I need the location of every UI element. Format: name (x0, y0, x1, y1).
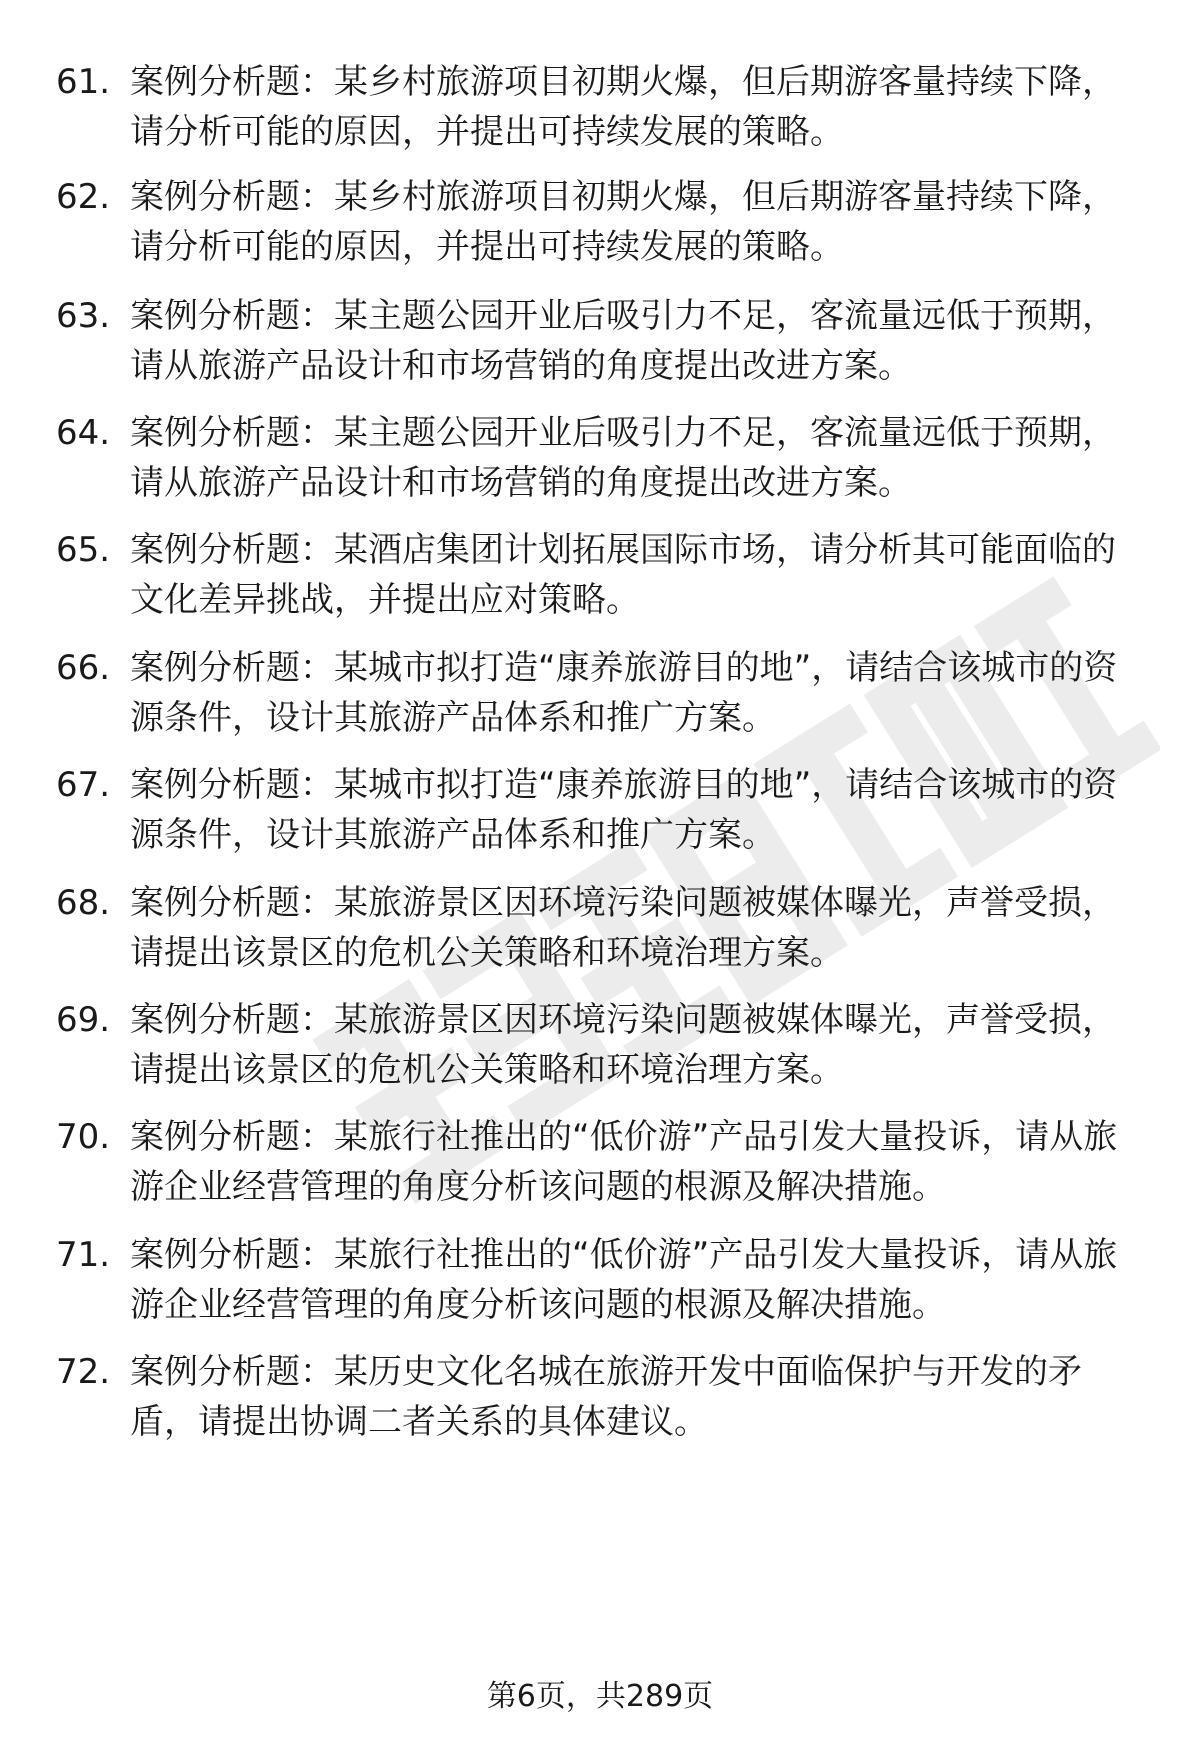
question-text: 案例分析题：某旅行社推出的“低价游”产品引发大量投诉，请从旅游企业经营管理的角度分析该问题的根源及解决措施。 (130, 1117, 1118, 1207)
question-text: 案例分析题：某城市拟打造“康养旅游目的地”，请结合该城市的资源条件，设计其旅游产品体系和推广方案。 (130, 648, 1118, 738)
question-text: 案例分析题：某旅游景区因环境污染问题被媒体曝光，声誉受损，请提出该景区的危机公关策略和环境治理方案。 (130, 883, 1116, 973)
question-number: 62. (56, 177, 111, 217)
question-number: 66. (56, 648, 111, 688)
question-item-72 (56, 1347, 1146, 1447)
question-number: 71. (56, 1235, 111, 1275)
question-text: 案例分析题：某酒店集团计划拓展国际市场，请分析其可能面临的文化差异挑战，并提出应对策略。 (130, 530, 1116, 620)
question-item-66 (56, 643, 1146, 743)
page-number-footer: 第6页，共289页 (486, 1679, 714, 1714)
question-item-63 (56, 291, 1146, 391)
question-text: 案例分析题：某乡村旅游项目初期火爆，但后期游客量持续下降，请分析可能的原因，并提出可持续发展的策略。 (130, 62, 1116, 152)
question-item-61 (56, 57, 1146, 157)
question-item-69 (56, 995, 1146, 1095)
question-item-62 (56, 172, 1146, 272)
question-number: 68. (56, 883, 111, 923)
question-item-68 (56, 878, 1146, 978)
question-number: 69. (56, 1000, 111, 1040)
question-number: 72. (56, 1352, 111, 1392)
question-text: 案例分析题：某历史文化名城在旅游开发中面临保护与开发的矛盾，请提出协调二者关系的具体建议。 (130, 1352, 1082, 1442)
question-item-64 (56, 408, 1146, 508)
question-number: 67. (56, 765, 111, 805)
question-number: 64. (56, 413, 111, 453)
question-text: 案例分析题：某主题公园开业后吸引力不足，客流量远低于预期，请从旅游产品设计和市场营销的角度提出改进方案。 (130, 296, 1116, 386)
question-number: 65. (56, 530, 111, 570)
question-text: 案例分析题：某乡村旅游项目初期火爆，但后期游客量持续下降，请分析可能的原因，并提出可持续发展的策略。 (130, 177, 1116, 267)
question-number: 63. (56, 296, 111, 336)
question-item-70 (56, 1112, 1146, 1212)
question-number: 70. (56, 1117, 111, 1157)
question-number: 61. (56, 62, 111, 102)
question-text: 案例分析题：某旅游景区因环境污染问题被媒体曝光，声誉受损，请提出该景区的危机公关策略和环境治理方案。 (130, 1000, 1116, 1090)
question-text: 案例分析题：某主题公园开业后吸引力不足，客流量远低于预期，请从旅游产品设计和市场营销的角度提出改进方案。 (130, 413, 1116, 503)
question-text: 案例分析题：某旅行社推出的“低价游”产品引发大量投诉，请从旅游企业经营管理的角度分析该问题的根源及解决措施。 (130, 1235, 1118, 1325)
question-item-67 (56, 760, 1146, 860)
question-text: 案例分析题：某城市拟打造“康养旅游目的地”，请结合该城市的资源条件，设计其旅游产品体系和推广方案。 (130, 765, 1118, 855)
question-item-65 (56, 525, 1146, 625)
question-item-71 (56, 1230, 1146, 1330)
